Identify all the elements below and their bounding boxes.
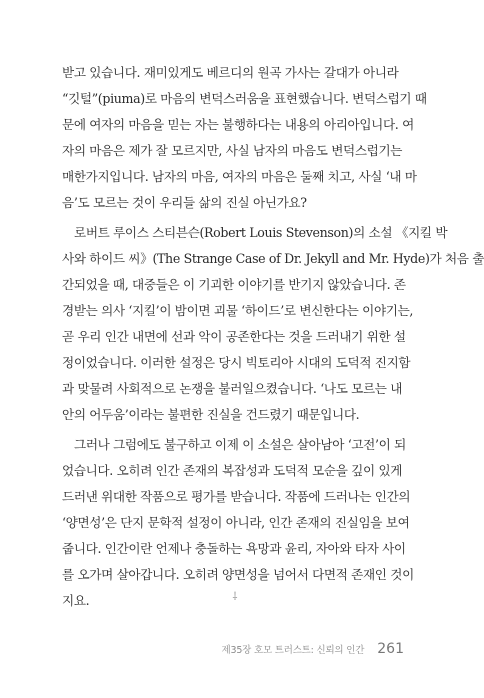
page-number: 261 <box>377 641 404 657</box>
section-divider-ornament: ⸸ <box>232 590 238 603</box>
text-line: 문에 여자의 마음을 믿는 자는 불행하다는 내용의 아리아입니다. 여 <box>62 117 414 132</box>
text-line: 사와 하이드 씨》(The Strange Case of Dr. Jekyll and Mr. Hyde)가 처음 출 <box>62 251 484 266</box>
text-line: 안의 어두움’이라는 불편한 진실을 건드렸기 때문입니다. <box>62 407 360 422</box>
text-line: 를 오가며 살아갑니다. 오히려 양면성을 넘어서 다면적 존재인 것이 <box>62 567 414 582</box>
text-line: 매한가지입니다. 남자의 마음, 여자의 마음은 둘째 치고, 사실 ‘내 마 <box>62 169 417 184</box>
text-line: 과 맞물려 사회적으로 논쟁을 불러일으켰습니다. ‘나도 모르는 내 <box>62 381 403 396</box>
text-line: 드러낸 위대한 작품으로 평가를 받습니다. 작품에 드러나는 인간의 <box>62 489 411 504</box>
text-line: 간되었을 때, 대중들은 이 기괴한 이야기를 반기지 않았습니다. 존 <box>62 277 406 292</box>
text-line: 로버트 루이스 스티븐슨(Robert Louis Stevenson)의 소설 《지킬 박 <box>74 225 448 240</box>
text-line: 경받는 의사 ‘지킬’이 밤이면 괴물 ‘하이드’로 변신한다는 이야기는, <box>62 303 414 318</box>
text-line: 자의 마음은 제가 잘 모르지만, 사실 남자의 마음도 변덕스럽기는 <box>62 143 403 158</box>
running-head: 제35장 호모 트러스트: 신뢰의 인간 <box>221 645 365 656</box>
text-line: 받고 있습니다. 재미있게도 베르디의 원곡 가사는 갈대가 아니라 <box>62 65 399 80</box>
text-line: 곧 우리 인간 내면에 선과 악이 공존한다는 것을 드러내기 위한 설 <box>62 329 406 344</box>
body-text <box>62 60 484 614</box>
text-line: ‘양면성’은 단지 문학적 설정이 아니라, 인간 존재의 진실임을 보여 <box>62 515 410 530</box>
text-line: “깃털”(piuma)로 마음의 변덕스러움을 표현했습니다. 변덕스럽기 때 <box>62 91 427 106</box>
text-line: 지요. <box>62 593 90 608</box>
text-line: 정이었습니다. 이러한 설정은 당시 빅토리아 시대의 도덕적 진지함 <box>62 355 411 370</box>
text-line: 음’도 모르는 것이 우리들 삶의 진실 아닌가요? <box>62 195 307 210</box>
page-footer <box>222 639 405 657</box>
text-line: 줍니다. 인간이란 언제나 충돌하는 욕망과 윤리, 자아와 타자 사이 <box>62 541 406 556</box>
text-line: 었습니다. 오히려 인간 존재의 복잡성과 도덕적 모순을 깊이 있게 <box>62 463 403 478</box>
text-line: 그러나 그럼에도 불구하고 이제 이 소설은 살아남아 ‘고전’이 되 <box>74 437 406 452</box>
